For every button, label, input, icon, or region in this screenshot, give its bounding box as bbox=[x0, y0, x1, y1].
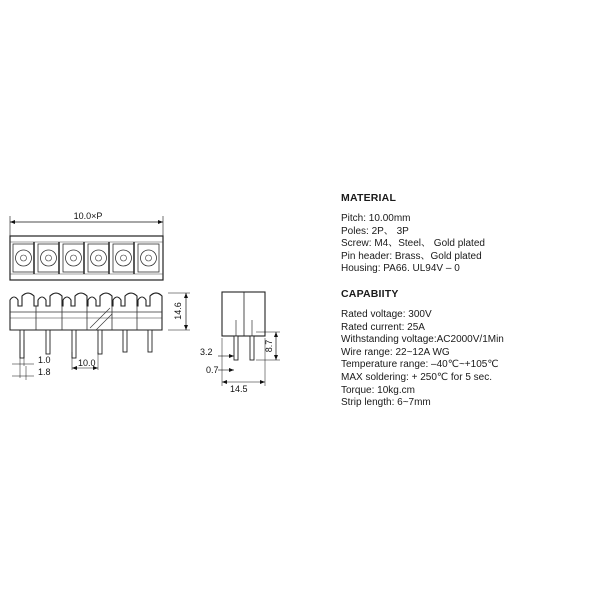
pitch-dimension: 10.0 bbox=[78, 358, 96, 368]
pin bbox=[123, 330, 127, 352]
pin-offset-dimension: 1.8 bbox=[38, 367, 51, 377]
capability-line: Rated current: 25A bbox=[341, 321, 425, 333]
pin-width-dimension: 1.0 bbox=[38, 355, 51, 365]
pin bbox=[46, 330, 50, 354]
pin-height-dimension: 8.7 bbox=[264, 339, 274, 353]
material-heading: MATERIAL bbox=[341, 192, 397, 204]
capability-line: Torque: 10kg.cm bbox=[341, 384, 415, 396]
top-view bbox=[10, 211, 163, 280]
material-line: Pitch: 10.00mm bbox=[341, 213, 411, 224]
spec-panel bbox=[341, 192, 591, 422]
pin-dimension: 0.7 bbox=[206, 365, 219, 375]
side-view bbox=[200, 292, 280, 394]
capability-line: Temperature range: –40℃~+105℃ bbox=[341, 359, 499, 371]
capability-section bbox=[341, 288, 591, 410]
capability-line: Withstanding voltage:AC2000V/1Min bbox=[341, 334, 504, 346]
pin bbox=[20, 330, 24, 358]
pin bbox=[250, 336, 254, 360]
pin bbox=[98, 330, 102, 354]
capability-line: Rated voltage: 300V bbox=[341, 308, 432, 320]
material-line: Housing: PA66. UL94V – 0 bbox=[341, 263, 460, 275]
offset-dimension: 3.2 bbox=[200, 347, 213, 357]
capability-line: MAX soldering: + 250℃ for 5 sec. bbox=[341, 371, 493, 383]
material-line: Poles: 2P、 3P bbox=[341, 225, 409, 237]
front-view bbox=[10, 293, 190, 380]
capability-line: Strip length: 6~7mm bbox=[341, 397, 431, 409]
material-line: Screw: M4、Steel、 Gold plated bbox=[341, 238, 485, 250]
material-section bbox=[341, 192, 591, 276]
pin bbox=[234, 336, 238, 360]
capability-line: Wire range: 22~12A WG bbox=[341, 346, 450, 358]
pitch-width-label: 10.0×P bbox=[73, 211, 103, 221]
pin bbox=[72, 330, 76, 358]
depth-dimension: 14.5 bbox=[230, 384, 248, 394]
material-line: Pin header: Brass、Gold plated bbox=[341, 250, 482, 262]
height-label: 14.6 bbox=[173, 302, 183, 320]
pin bbox=[148, 330, 152, 352]
capability-heading: CAPABIITY bbox=[341, 287, 399, 300]
